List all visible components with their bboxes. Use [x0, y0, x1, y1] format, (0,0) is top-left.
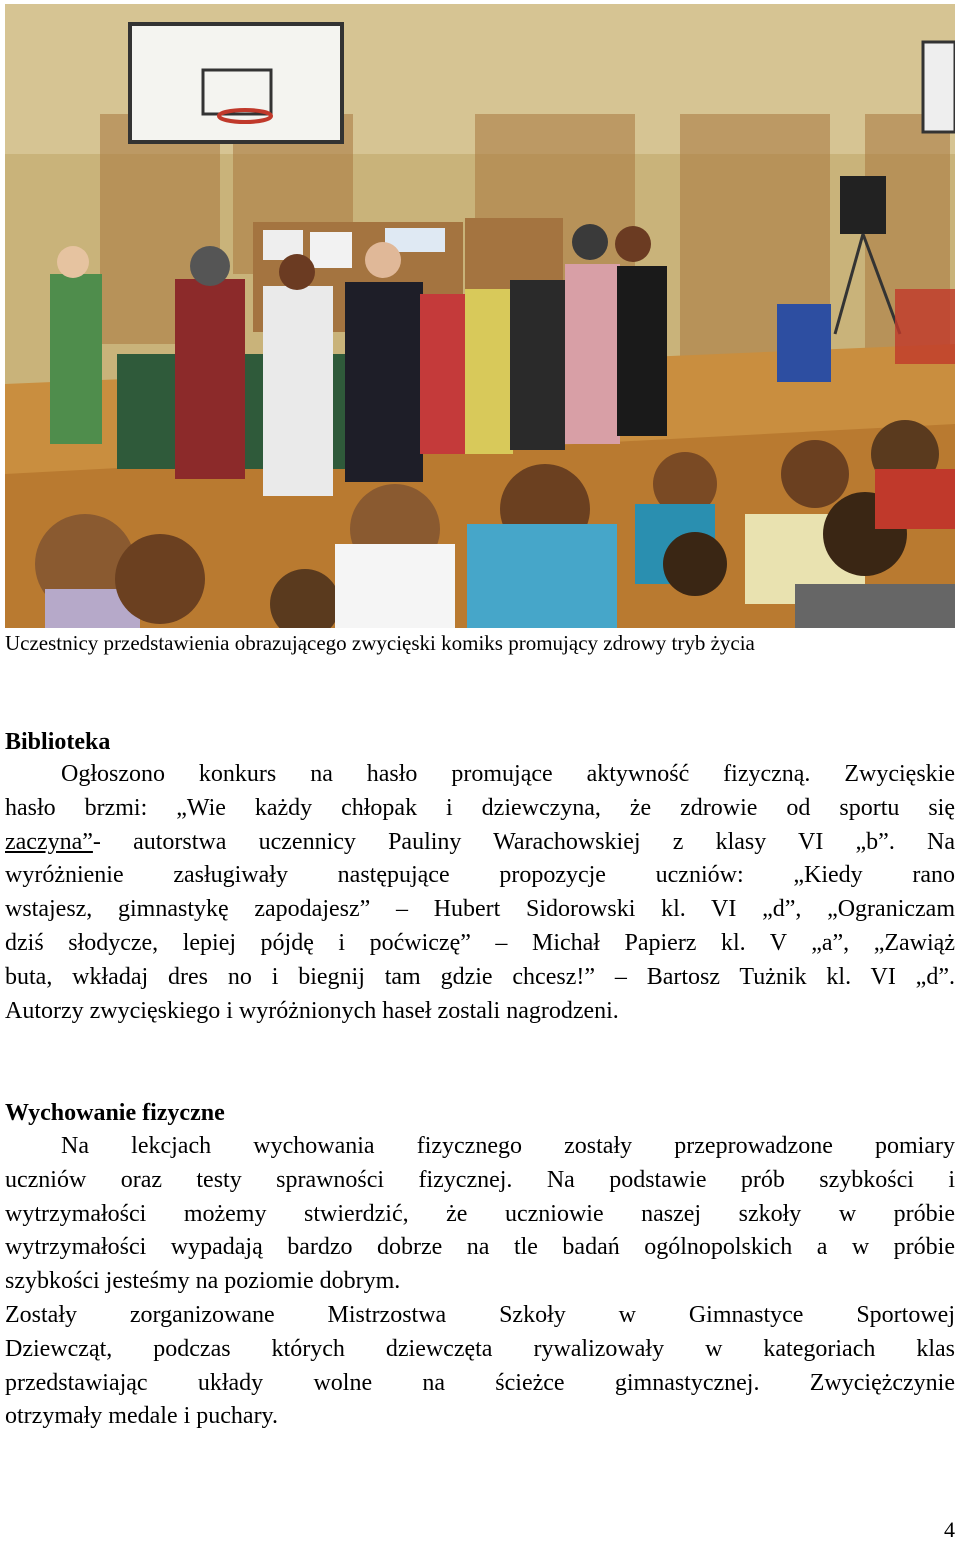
paragraph-line: Na lekcjach wychowania fizycznego zostały przeprowadzone pomiary — [61, 1133, 955, 1159]
paragraph-line: Ogłoszono konkurs na hasło promujące aktywność fizyczną. Zwycięskie — [61, 761, 955, 787]
paragraph-line: Autorzy zwycięskiego i wyróżnionych haseł zostali nagrodzeni. — [5, 997, 619, 1024]
paragraph-line: buta, wkładaj dres no i biegnij tam gdzie chcesz!” – Bartosz Tużnik kl. VI „d”. — [5, 963, 955, 990]
paragraph-line: hasło brzmi: „Wie każdy chłopak i dziewczyna, że zdrowie od sportu się — [5, 794, 955, 821]
paragraph-line: wyróżnienie zasługiwały następujące propozycje uczniów: „Kiedy rano — [5, 862, 955, 889]
paragraph-line: wstajesz, gimnastykę zapodajesz” – Hubert Sidorowski kl. VI „d”, „Ograniczam — [5, 896, 955, 923]
paragraph-line: zaczyna”- autorstwa uczennicy Pauliny Warachowskiej z klasy VI „b”. Na — [5, 828, 955, 855]
photo-caption: Uczestnicy przedstawienia obrazującego zwycięski komiks promujący zdrowy tryb życia — [5, 631, 755, 655]
pe-paragraph — [5, 1130, 955, 1434]
page-number: 4 — [944, 1517, 955, 1542]
paragraph-line: otrzymały medale i puchary. — [5, 1403, 278, 1430]
paragraph-line: szybkości jesteśmy na poziomie dobrym. — [5, 1268, 401, 1295]
library-paragraph — [5, 758, 955, 1028]
underlined-slogan-end: zaczyna” — [5, 828, 93, 855]
paragraph-line: uczniów oraz testy sprawności fizycznej. Na podstawie prób szybkości i — [5, 1166, 955, 1193]
photo-of-school-performance-icon — [5, 4, 955, 628]
pe-section-title: Wychowanie fizyczne — [5, 1100, 225, 1126]
paragraph-line: wytrzymałości wypadają bardzo dobrze na tle badań ogólnopolskich a w próbie — [5, 1234, 955, 1261]
library-section-title: Biblioteka — [5, 729, 111, 755]
paragraph-line: Dziewcząt, podczas których dziewczęta rywalizowały w kategoriach klas — [5, 1335, 955, 1362]
paragraph-line: Zostały zorganizowane Mistrzostwa Szkoły w Gimnastyce Sportowej — [5, 1301, 955, 1328]
event-photo — [5, 4, 955, 628]
paragraph-line: wytrzymałości możemy stwierdzić, że uczniowie naszej szkoły w próbie — [5, 1200, 955, 1227]
paragraph-line: dziś słodycze, lepiej pójdę i poćwiczę” – Michał Papierz kl. V „a”, „Zawiąż — [5, 929, 955, 956]
paragraph-line: przedstawiając układy wolne na ścieżce gimnastycznej. Zwyciężczynie — [5, 1369, 955, 1396]
